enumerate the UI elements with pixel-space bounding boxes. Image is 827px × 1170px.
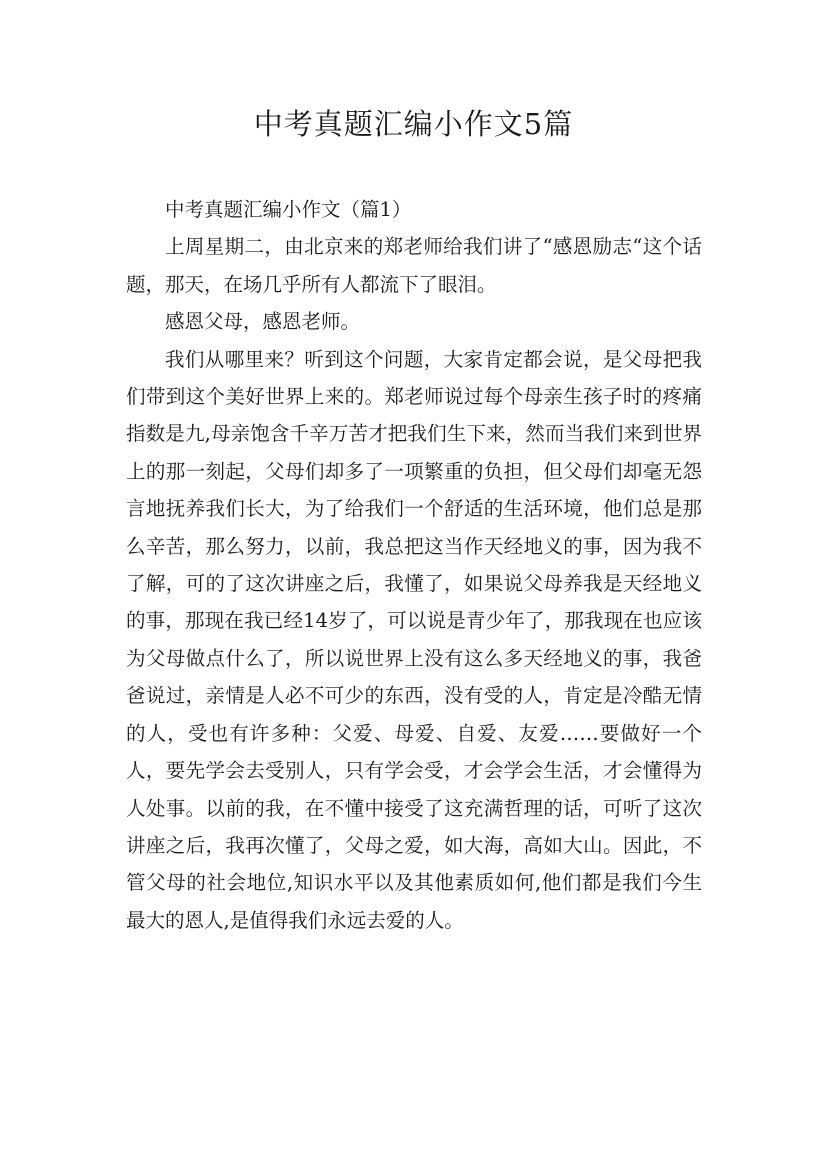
document-title: 中考真题汇编小作文5篇 — [253, 107, 574, 141]
paragraph: 感恩父母，感恩老师。 — [165, 310, 361, 334]
paragraph: 上周星期二，由北京来的郑老师给我们讲了“感恩励志“这个话题，那天，在场几乎所有人都流下了眼泪。 — [126, 235, 702, 296]
paragraph: 我们从哪里来？听到这个问题，大家肯定都会说，是父母把我们带到这个美好世界上来的。郑老师说过每个母亲生孩子时的疼痛指数是九,母亲饱含千辛万苦才把我们生下来，然而当我们来到世界上的那一刻起，父母们却多了一项繁重的负担，但父母们却毫无怨言地抚养我们长大，为了给我们一个舒适的生活环境，他们总是那么辛苦，那么努力，以前，我总把这当作天经地义的事，因为我不了解，可的了这次讲座之后，我懂了，如果说父母养我是天经地义的事，那现在我已经14岁了，可以说是青少年了，那我现在也应该为父母做点什么了，所以说世界上没有这么多天经地义的事，我爸爸说过，亲情是人必不可少的东西，没有受的人，肯定是冷酷无情的人，受也有许多种：父爱、母爱、自爱、友爱……要做好一个人，要先学会去受别人，只有学会受，才会学会生活，才会懂得为人处事。以前的我，在不懂中接受了这充满哲理的话，可听了这次讲座之后，我再次懂了，父母之爱，如大海，高如大山。因此，不管父母的社会地位,知识水平以及其他素质如何,他们都是我们今生最大的恩人,是值得我们永远去爱的人。 — [126, 347, 702, 932]
document-body — [126, 191, 702, 939]
section-heading: 中考真题汇编小作文（篇1） — [165, 198, 412, 221]
